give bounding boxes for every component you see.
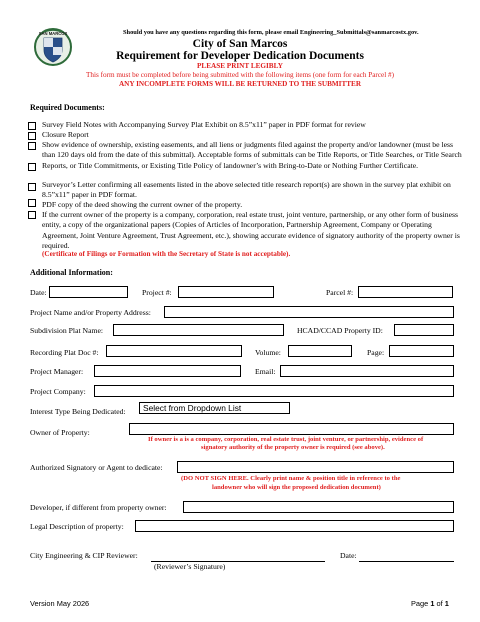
svg-text:SAN MARCOS: SAN MARCOS bbox=[38, 31, 68, 36]
parcel-number-field[interactable] bbox=[358, 286, 453, 298]
project-company-label: Project Company: bbox=[30, 387, 86, 396]
recording-doc-label: Recording Plat Doc #: bbox=[30, 348, 99, 357]
owner-note-line-2: signatory authority of the property owner is required (see above). bbox=[201, 444, 385, 451]
parcel-number-label: Parcel #: bbox=[326, 288, 354, 297]
project-manager-field[interactable] bbox=[94, 365, 241, 377]
doc-item-closure: Closure Report bbox=[42, 130, 89, 139]
reviewer-label: City Engineering & CIP Reviewer: bbox=[30, 551, 138, 560]
additional-information-heading: Additional Information: bbox=[30, 268, 113, 277]
required-documents-heading: Required Documents: bbox=[30, 103, 105, 112]
project-company-field[interactable] bbox=[94, 385, 454, 397]
authorized-note-line-1: (DO NOT SIGN HERE. Clearly print name & position title in reference to the bbox=[181, 475, 401, 482]
doc-item-ownership: Show evidence of ownership, existing easements, and all liens or judgments filed against the property and/or landowner (must be less than 120 days old from the date of this submittal). Acceptable forms of submittals can be Title Reports, or Title Searches, or Title Search Reports, or Title Commitments, or Existing Title Policy of landowner’s with Bring-to-Date or Nothing Further Certificate. bbox=[42, 140, 462, 170]
page-indicator bbox=[411, 599, 449, 608]
reviewer-date-line bbox=[359, 561, 454, 562]
developer-field[interactable] bbox=[183, 501, 454, 513]
doc-item-deed: PDF copy of the deed showing the current owner of the property. bbox=[42, 200, 243, 209]
contact-notice: Should you have any questions regarding this form, please email Engineering_Submittals@sanmarcostx.gov. bbox=[123, 29, 419, 36]
checkbox-ownership-evidence[interactable] bbox=[28, 142, 36, 150]
hcad-label: HCAD/CCAD Property ID: bbox=[297, 326, 383, 335]
doc-item-organizational: If the current owner of the property is a company, corporation, real estate trust, joint venture, partnership, or any other form of business entity, a copy of the organizational papers (Copies of Articles of Incorporation, Partnership Agreement, Company or Operating Agreement, Joint Venture Agreement, Trust Agreement, etc.), showing accurate evidence of signatory authority of the property owner is required. bbox=[42, 210, 460, 250]
project-name-label: Project Name and/or Property Address: bbox=[30, 308, 151, 317]
volume-field[interactable] bbox=[288, 345, 352, 357]
owner-field[interactable] bbox=[129, 423, 454, 435]
volume-label: Volume: bbox=[255, 348, 281, 357]
checkbox-deed-copy[interactable] bbox=[28, 199, 36, 207]
hcad-field[interactable] bbox=[394, 324, 454, 336]
project-manager-label: Project Manager: bbox=[30, 367, 84, 376]
project-name-field[interactable] bbox=[164, 306, 454, 318]
page-label: Page: bbox=[367, 348, 385, 357]
legal-description-label: Legal Description of property: bbox=[30, 522, 124, 531]
page-prefix: Page bbox=[411, 599, 431, 608]
checkbox-surveyor-letter[interactable] bbox=[28, 183, 36, 191]
interest-type-label: Interest Type Being Dedicated: bbox=[30, 407, 126, 416]
date-field[interactable] bbox=[49, 286, 128, 298]
project-number-label: Project #: bbox=[142, 288, 172, 297]
authorized-signatory-label: Authorized Signatory or Agent to dedicate: bbox=[30, 463, 163, 472]
print-legibly-note: PLEASE PRINT LEGIBLY bbox=[197, 62, 283, 70]
recording-doc-field[interactable] bbox=[106, 345, 242, 357]
checkbox-title-reports[interactable] bbox=[28, 163, 36, 171]
interest-type-dropdown[interactable]: Select from Dropdown List bbox=[139, 402, 290, 414]
version-label: Version May 2026 bbox=[30, 599, 90, 608]
checkbox-closure-report[interactable] bbox=[28, 132, 36, 140]
subdivision-field[interactable] bbox=[113, 324, 284, 336]
date-label: Date: bbox=[30, 288, 47, 297]
page-field[interactable] bbox=[389, 345, 454, 357]
page-number: 1 bbox=[430, 599, 435, 608]
owner-label: Owner of Property: bbox=[30, 428, 90, 437]
legal-description-field[interactable] bbox=[135, 520, 454, 532]
certificate-note: (Certificate of Filings or Formation with the Secretary of State is not acceptable). bbox=[42, 250, 291, 258]
developer-label: Developer, if different from property owner: bbox=[30, 503, 167, 512]
subdivision-label: Subdivision Plat Name: bbox=[30, 326, 104, 335]
city-name: City of San Marcos bbox=[192, 38, 288, 50]
owner-note-line-1: If owner is a is a company, corporation, real estate trust, joint venture, or partnership, evidence of bbox=[148, 436, 424, 443]
page-of: of bbox=[434, 599, 445, 608]
email-label: Email: bbox=[255, 367, 276, 376]
checkbox-survey-field-notes[interactable] bbox=[28, 122, 36, 130]
email-field[interactable] bbox=[280, 365, 454, 377]
authorized-note-line-2: landowner who will sign the proposed dedication document) bbox=[212, 484, 381, 491]
incomplete-warning: ANY INCOMPLETE FORMS WILL BE RETURNED TO THE SUBMITTER bbox=[118, 80, 362, 88]
doc-item-surveyor-letter: Surveyor’s Letter confirming all easements listed in the above selected title research report(s) are shown in the survey plat exhibit on 8.5”x11” paper in PDF format. bbox=[42, 180, 451, 200]
reviewer-date-label: Date: bbox=[340, 551, 357, 560]
project-number-field[interactable] bbox=[178, 286, 274, 298]
page-total: 1 bbox=[444, 599, 449, 608]
authorized-signatory-field[interactable] bbox=[177, 461, 454, 473]
checkbox-organizational-papers[interactable] bbox=[28, 211, 36, 219]
doc-item-survey: Survey Field Notes with Accompanying Survey Plat Exhibit on 8.5”x11” paper in PDF format for review bbox=[42, 120, 366, 129]
form-title: Requirement for Developer Dedication Documents bbox=[116, 50, 364, 62]
reviewer-signature-caption: (Reviewer’s Signature) bbox=[154, 562, 226, 571]
instruction-note: This form must be completed before being submitted with the following items (one form for each Parcel #) bbox=[86, 71, 394, 79]
